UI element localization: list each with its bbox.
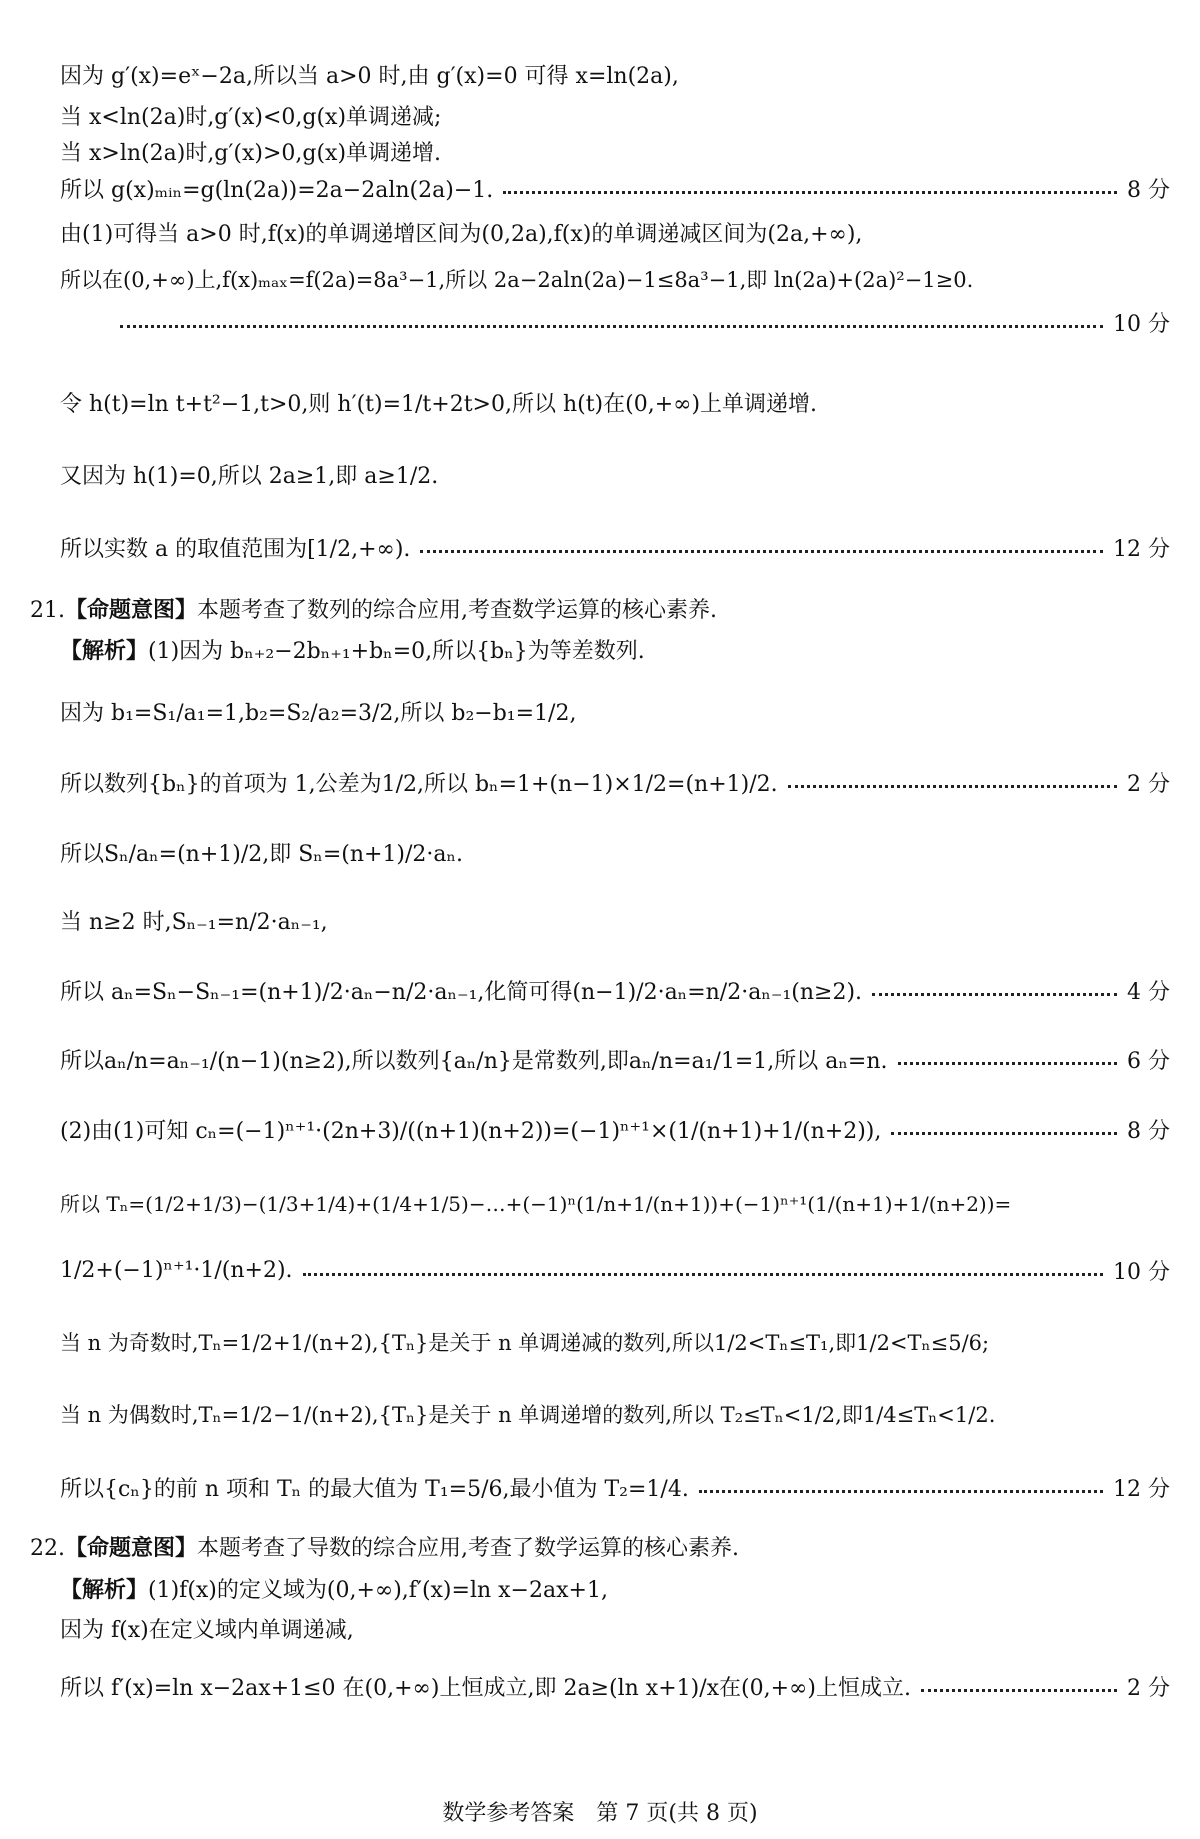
line-text: 所以{cₙ}的前 n 项和 Tₙ 的最大值为 T₁=5/6,最小值为 T₂=1/4.: [60, 1476, 689, 1502]
line-21: [60, 1248, 1170, 1292]
score-label: 12 分: [1113, 1476, 1170, 1502]
line-5: [60, 210, 1170, 254]
line-text: 当 x<ln(2a)时,g′(x)<0,g(x)单调递减;: [60, 104, 442, 130]
line-text: 21.【命题意图】本题考查了数列的综合应用,考查数学运算的核心素养.: [30, 596, 718, 623]
line-text: 22.【命题意图】本题考查了导数的综合应用,考查了数学运算的核心素养.: [30, 1534, 740, 1561]
score-label: 10 分: [1113, 1259, 1170, 1285]
line-text: 所以数列{bₙ}的首项为 1,公差为1/2,所以 bₙ=1+(n−1)×1/2=(n+1)/2.: [60, 771, 778, 797]
line-9: [60, 452, 1170, 496]
line-24: [60, 1465, 1170, 1509]
line-text: 由(1)可得当 a>0 时,f(x)的单调递增区间为(0,2a),f(x)的单调递减区间为(2a,+∞),: [60, 221, 863, 247]
line-22: [60, 1320, 1170, 1364]
line-1: [60, 52, 1170, 96]
line-10: [60, 525, 1170, 569]
line-text: 所以在(0,+∞)上,f(x)ₘₐₓ=f(2a)=8a³−1,所以 2a−2aln(2a)−1≤8a³−1,即 ln(2a)+(2a)²−1≥0.: [60, 268, 974, 292]
line-text: 因为 b₁=S₁/a₁=1,b₂=S₂/a₂=3/2,所以 b₂−b₁=1/2,: [60, 700, 577, 726]
line-26: [60, 1566, 1170, 1610]
score-label: 8 分: [1127, 1118, 1170, 1144]
line-18: [60, 1037, 1170, 1081]
line-text: 所以 Tₙ=(1/2+1/3)−(1/3+1/4)+(1/4+1/5)−…+(−1)ⁿ(1/n+1/(n+1))+(−1)ⁿ⁺¹(1/(n+1)+1/(n+2))=: [60, 1191, 1012, 1216]
dot-leader: [303, 1273, 1103, 1276]
line-text: 因为 g′(x)=eˣ−2a,所以当 a>0 时,由 g′(x)=0 可得 x=ln(2a),: [60, 63, 679, 89]
score-label: 2 分: [1127, 771, 1170, 797]
dot-leader: [503, 191, 1117, 194]
line-12: [60, 627, 1170, 671]
page-footer: 数学参考答案 第 7 页(共 8 页): [442, 1801, 758, 1826]
score-label: 8 分: [1127, 177, 1170, 203]
score-label: 6 分: [1127, 1048, 1170, 1074]
score-label: 4 分: [1127, 979, 1170, 1005]
score-label: 12 分: [1113, 536, 1170, 562]
line-19: [60, 1107, 1170, 1151]
line-text: 【解析】(1)f(x)的定义域为(0,+∞),f′(x)=ln x−2ax+1,: [60, 1576, 608, 1603]
line-28: [60, 1664, 1170, 1708]
line-text: 当 n≥2 时,Sₙ₋₁=n/2·aₙ₋₁,: [60, 909, 328, 935]
score-label: 2 分: [1127, 1675, 1170, 1701]
line-8: [60, 380, 1170, 424]
line-text: 所以Sₙ/aₙ=(n+1)/2,即 Sₙ=(n+1)/2·aₙ.: [60, 841, 464, 867]
line-23: [60, 1392, 1170, 1436]
dot-leader: [120, 325, 1103, 328]
line-6: [60, 257, 1170, 301]
dot-leader: [921, 1689, 1117, 1692]
dot-leader: [891, 1132, 1117, 1135]
line-20: [60, 1180, 1170, 1224]
question-22-heading: [30, 1524, 1170, 1568]
line-text: 所以 f′(x)=ln x−2ax+1≤0 在(0,+∞)上恒成立,即 2a≥(ln x+1)/x在(0,+∞)上恒成立.: [60, 1675, 911, 1701]
line-text: 当 n 为偶数时,Tₙ=1/2−1/(n+2),{Tₙ}是关于 n 单调递增的数列,所以 T₂≤Tₙ<1/2,即1/4≤Tₙ<1/2.: [60, 1403, 996, 1427]
line-text: 1/2+(−1)ⁿ⁺¹·1/(n+2).: [60, 1257, 293, 1283]
dot-leader: [420, 550, 1103, 553]
line-text: (2)由(1)可知 cₙ=(−1)ⁿ⁺¹·(2n+3)/((n+1)(n+2))=(−1)ⁿ⁺¹×(1/(n+1)+1/(n+2)),: [60, 1118, 882, 1144]
line-15: [60, 830, 1170, 874]
question-21-heading: [30, 586, 1170, 630]
line-text: 【解析】(1)因为 bₙ₊₂−2bₙ₊₁+bₙ=0,所以{bₙ}为等差数列.: [60, 637, 645, 664]
score-label: 10 分: [1113, 311, 1170, 337]
line-text: 当 n 为奇数时,Tₙ=1/2+1/(n+2),{Tₙ}是关于 n 单调递减的数列,所以1/2<Tₙ≤T₁,即1/2<Tₙ≤5/6;: [60, 1331, 990, 1355]
dot-leader: [699, 1490, 1103, 1493]
line-4: [60, 166, 1170, 210]
line-16: [60, 898, 1170, 942]
dot-leader: [788, 785, 1117, 788]
dot-leader: [872, 993, 1117, 996]
dot-leader: [898, 1062, 1118, 1065]
line-14: [60, 760, 1170, 804]
line-text: 所以aₙ/n=aₙ₋₁/(n−1)(n≥2),所以数列{aₙ/n}是常数列,即aₙ/n=a₁/1=1,所以 aₙ=n.: [60, 1048, 888, 1074]
line-text: 所以实数 a 的取值范围为[1/2,+∞).: [60, 536, 411, 562]
line-13: [60, 689, 1170, 733]
line-text: 令 h(t)=ln t+t²−1,t>0,则 h′(t)=1/t+2t>0,所以 h(t)在(0,+∞)上单调递增.: [60, 391, 818, 417]
line-text: 又因为 h(1)=0,所以 2a≥1,即 a≥1/2.: [60, 463, 439, 489]
line-27: [60, 1606, 1170, 1650]
line-7: [110, 300, 1170, 344]
line-text: 所以 aₙ=Sₙ−Sₙ₋₁=(n+1)/2·aₙ−n/2·aₙ₋₁,化简可得(n−1)/2·aₙ=n/2·aₙ₋₁(n≥2).: [60, 979, 863, 1005]
line-text: 所以 g(x)ₘᵢₙ=g(ln(2a))=2a−2aln(2a)−1.: [60, 177, 494, 203]
line-17: [60, 968, 1170, 1012]
line-text: 因为 f(x)在定义域内单调递减,: [60, 1617, 354, 1643]
line-text: 当 x>ln(2a)时,g′(x)>0,g(x)单调递增.: [60, 140, 442, 166]
